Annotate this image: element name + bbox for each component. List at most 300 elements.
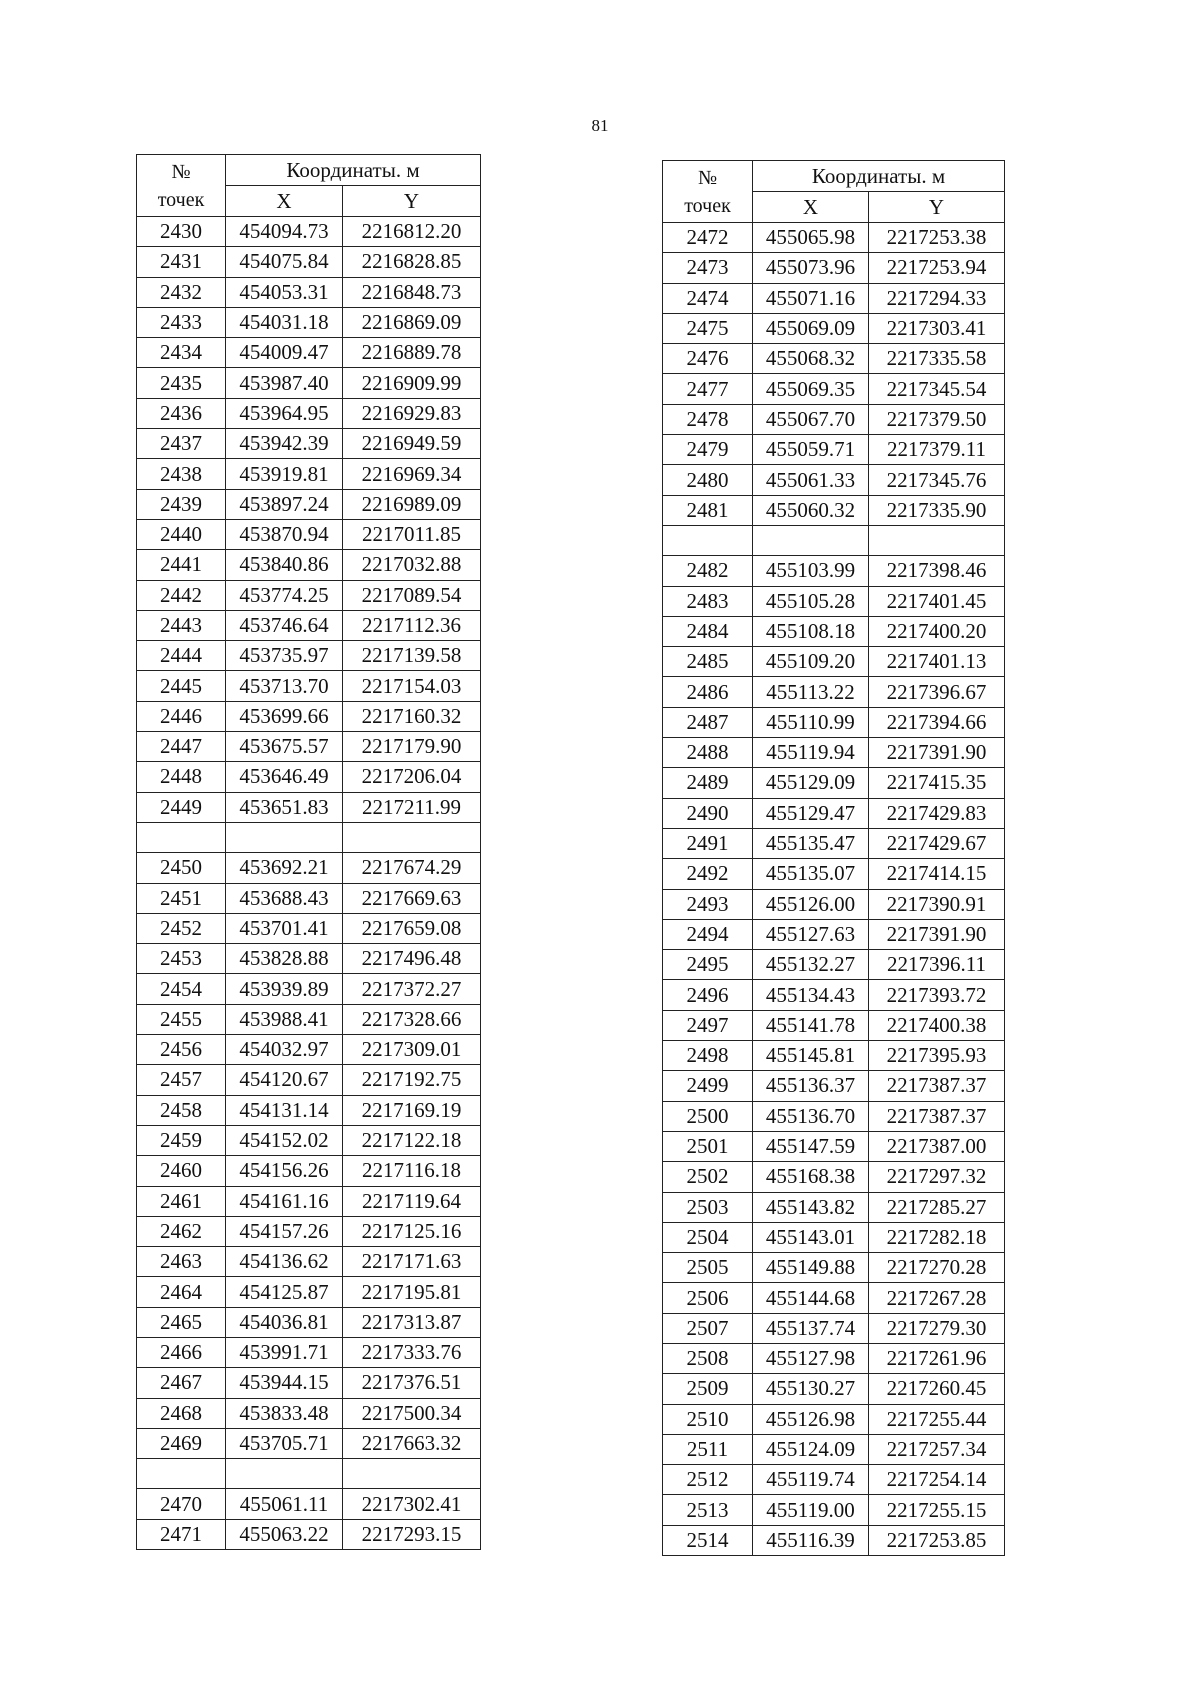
x-coordinate-cell: 454120.67 (226, 1065, 343, 1095)
y-coordinate-cell: 2217255.15 (869, 1495, 1005, 1525)
x-coordinate-cell: 455110.99 (753, 707, 869, 737)
point-number-cell: 2496 (663, 980, 753, 1010)
point-number-cell: 2479 (663, 435, 753, 465)
y-coordinate-cell: 2217396.67 (869, 677, 1005, 707)
table-row (663, 1404, 1005, 1434)
table-row (137, 1337, 481, 1367)
y-coordinate-cell: 2217309.01 (343, 1035, 481, 1065)
x-coordinate-cell: 455134.43 (753, 980, 869, 1010)
table-row (663, 677, 1005, 707)
point-number-cell: 2451 (137, 883, 226, 913)
y-coordinate-cell: 2217169.19 (343, 1095, 481, 1125)
y-coordinate-cell: 2217429.67 (869, 828, 1005, 858)
point-number-cell: 2504 (663, 1222, 753, 1252)
y-coordinate-cell: 2216812.20 (343, 217, 481, 247)
point-number-cell: 2441 (137, 550, 226, 580)
point-number-cell: 2494 (663, 919, 753, 949)
y-coordinate-cell (869, 525, 1005, 555)
y-column-header: Y (343, 186, 481, 217)
y-coordinate-cell: 2216889.78 (343, 338, 481, 368)
y-coordinate-cell: 2217669.63 (343, 883, 481, 913)
table-row (663, 859, 1005, 889)
table-row (663, 1313, 1005, 1343)
x-coordinate-cell: 453675.57 (226, 732, 343, 762)
table-row (663, 919, 1005, 949)
table-row (663, 1192, 1005, 1222)
coordinates-table-right (662, 160, 1005, 1556)
x-coordinate-cell: 453991.71 (226, 1337, 343, 1367)
x-coordinate-cell: 455119.74 (753, 1465, 869, 1495)
y-coordinate-cell: 2217261.96 (869, 1343, 1005, 1373)
point-number-cell: 2482 (663, 556, 753, 586)
x-coordinate-cell: 455132.27 (753, 950, 869, 980)
y-coordinate-cell: 2217395.93 (869, 1041, 1005, 1071)
point-number-cell: 2446 (137, 701, 226, 731)
x-coordinate-cell: 454161.16 (226, 1186, 343, 1216)
y-coordinate-cell: 2217391.90 (869, 919, 1005, 949)
table-row (137, 519, 481, 549)
x-coordinate-cell: 455126.00 (753, 889, 869, 919)
x-coordinate-cell: 455144.68 (753, 1283, 869, 1313)
x-coordinate-cell: 455147.59 (753, 1131, 869, 1161)
table-row (137, 368, 481, 398)
table-row (137, 489, 481, 519)
y-coordinate-cell: 2216969.34 (343, 459, 481, 489)
point-number-cell: 2506 (663, 1283, 753, 1313)
x-coordinate-cell: 453939.89 (226, 974, 343, 1004)
y-coordinate-cell: 2216989.09 (343, 489, 481, 519)
x-coordinate-cell: 454075.84 (226, 247, 343, 277)
table-row (663, 707, 1005, 737)
table-row (663, 465, 1005, 495)
point-number-cell (137, 822, 226, 852)
x-coordinate-cell: 455119.00 (753, 1495, 869, 1525)
point-number-cell: 2459 (137, 1125, 226, 1155)
point-number-cell: 2493 (663, 889, 753, 919)
table-row (663, 1162, 1005, 1192)
table-row (663, 1222, 1005, 1252)
y-coordinate-cell: 2217297.32 (869, 1162, 1005, 1192)
table-row (137, 338, 481, 368)
y-coordinate-cell: 2217500.34 (343, 1398, 481, 1428)
table-row (137, 429, 481, 459)
point-number-cell: 2497 (663, 1010, 753, 1040)
y-coordinate-cell: 2217400.38 (869, 1010, 1005, 1040)
table-row (663, 798, 1005, 828)
x-coordinate-cell: 455116.39 (753, 1525, 869, 1555)
point-number-cell: 2452 (137, 913, 226, 943)
point-number-cell: 2480 (663, 465, 753, 495)
table-row (137, 307, 481, 337)
x-coordinate-cell: 455069.35 (753, 374, 869, 404)
table-row (663, 1071, 1005, 1101)
x-coordinate-cell: 455071.16 (753, 283, 869, 313)
y-coordinate-cell: 2217401.45 (869, 586, 1005, 616)
y-coordinate-cell: 2217171.63 (343, 1247, 481, 1277)
table-row (663, 889, 1005, 919)
x-column-header: X (226, 186, 343, 217)
point-number-cell: 2501 (663, 1131, 753, 1161)
point-number-cell: 2468 (137, 1398, 226, 1428)
x-coordinate-cell: 454094.73 (226, 217, 343, 247)
x-coordinate-cell: 455136.37 (753, 1071, 869, 1101)
table-row (137, 944, 481, 974)
point-number-cell: 2500 (663, 1101, 753, 1131)
x-coordinate-cell: 455119.94 (753, 738, 869, 768)
point-number-cell: 2470 (137, 1489, 226, 1519)
point-number-cell (137, 1459, 226, 1489)
coordinates-table-left (136, 154, 481, 1550)
point-number-cell: 2442 (137, 580, 226, 610)
y-coordinate-cell: 2217112.36 (343, 610, 481, 640)
table-row (137, 671, 481, 701)
table-row (137, 1489, 481, 1519)
y-coordinate-cell: 2217253.38 (869, 223, 1005, 253)
y-coordinate-cell: 2217089.54 (343, 580, 481, 610)
table-row (663, 980, 1005, 1010)
y-coordinate-cell: 2217270.28 (869, 1253, 1005, 1283)
table-row (663, 1465, 1005, 1495)
y-coordinate-cell: 2216848.73 (343, 277, 481, 307)
point-number-cell: 2510 (663, 1404, 753, 1434)
point-number-cell: 2495 (663, 950, 753, 980)
point-number-cell: 2436 (137, 398, 226, 428)
table-row (663, 1131, 1005, 1161)
x-coordinate-cell: 453964.95 (226, 398, 343, 428)
table-row (137, 1186, 481, 1216)
x-coordinate-cell: 453897.24 (226, 489, 343, 519)
y-coordinate-cell: 2217345.54 (869, 374, 1005, 404)
point-number-cell: 2507 (663, 1313, 753, 1343)
table-row (663, 525, 1005, 555)
table-row (137, 792, 481, 822)
x-coordinate-cell (226, 1459, 343, 1489)
point-number-cell: 2443 (137, 610, 226, 640)
table-row (663, 1343, 1005, 1373)
point-number-cell (663, 525, 753, 555)
x-coordinate-cell: 453713.70 (226, 671, 343, 701)
table-row (137, 1247, 481, 1277)
x-coordinate-cell: 453701.41 (226, 913, 343, 943)
point-number-cell: 2445 (137, 671, 226, 701)
table-row (663, 556, 1005, 586)
x-coordinate-cell: 453944.15 (226, 1368, 343, 1398)
x-coordinate-cell: 455065.98 (753, 223, 869, 253)
table-row (137, 1398, 481, 1428)
point-number-cell: 2474 (663, 283, 753, 313)
x-coordinate-cell: 453840.86 (226, 550, 343, 580)
coordinates-header: Координаты. м (753, 161, 1005, 192)
point-number-cell: 2485 (663, 647, 753, 677)
x-coordinate-cell: 455059.71 (753, 435, 869, 465)
point-number-cell: 2478 (663, 404, 753, 434)
table-row (137, 1125, 481, 1155)
table-row (663, 1041, 1005, 1071)
y-coordinate-cell: 2217303.41 (869, 313, 1005, 343)
y-coordinate-cell: 2217119.64 (343, 1186, 481, 1216)
y-coordinate-cell: 2217414.15 (869, 859, 1005, 889)
y-coordinate-cell: 2217139.58 (343, 641, 481, 671)
x-coordinate-cell: 455141.78 (753, 1010, 869, 1040)
y-coordinate-cell: 2217333.76 (343, 1337, 481, 1367)
point-number-cell: 2481 (663, 495, 753, 525)
table-row (137, 1519, 481, 1549)
table-row (663, 1374, 1005, 1404)
x-coordinate-cell: 455105.28 (753, 586, 869, 616)
table-row (137, 1216, 481, 1246)
table-row (663, 374, 1005, 404)
y-coordinate-cell: 2217663.32 (343, 1428, 481, 1458)
x-coordinate-cell: 454125.87 (226, 1277, 343, 1307)
x-coordinate-cell: 454136.62 (226, 1247, 343, 1277)
table-row (137, 853, 481, 883)
y-coordinate-cell: 2217253.85 (869, 1525, 1005, 1555)
point-number-cell: 2491 (663, 828, 753, 858)
y-coordinate-cell: 2217293.15 (343, 1519, 481, 1549)
point-number-cell: 2487 (663, 707, 753, 737)
table-row (663, 283, 1005, 313)
x-coordinate-cell: 454053.31 (226, 277, 343, 307)
y-coordinate-cell: 2217255.44 (869, 1404, 1005, 1434)
x-coordinate-cell: 454156.26 (226, 1156, 343, 1186)
point-number-cell: 2458 (137, 1095, 226, 1125)
x-coordinate-cell: 453746.64 (226, 610, 343, 640)
point-number-cell: 2461 (137, 1186, 226, 1216)
y-coordinate-cell: 2217154.03 (343, 671, 481, 701)
x-coordinate-cell: 453919.81 (226, 459, 343, 489)
y-coordinate-cell: 2217260.45 (869, 1374, 1005, 1404)
table-row (663, 404, 1005, 434)
y-coordinate-cell: 2217659.08 (343, 913, 481, 943)
x-coordinate-cell: 453774.25 (226, 580, 343, 610)
point-number-cell: 2488 (663, 738, 753, 768)
table-row (663, 950, 1005, 980)
y-coordinate-cell: 2217345.76 (869, 465, 1005, 495)
y-coordinate-cell: 2217387.00 (869, 1131, 1005, 1161)
table-row (137, 398, 481, 428)
point-number-cell: 2437 (137, 429, 226, 459)
x-coordinate-cell: 455113.22 (753, 677, 869, 707)
point-number-cell: 2477 (663, 374, 753, 404)
point-number-cell: 2502 (663, 1162, 753, 1192)
table-row (137, 701, 481, 731)
y-coordinate-cell: 2216949.59 (343, 429, 481, 459)
table-row (137, 1065, 481, 1095)
table-row (663, 647, 1005, 677)
y-coordinate-cell: 2217179.90 (343, 732, 481, 762)
x-coordinate-cell: 455063.22 (226, 1519, 343, 1549)
x-coordinate-cell: 455145.81 (753, 1041, 869, 1071)
x-coordinate-cell: 453705.71 (226, 1428, 343, 1458)
y-coordinate-cell: 2217376.51 (343, 1368, 481, 1398)
y-coordinate-cell: 2217267.28 (869, 1283, 1005, 1313)
x-coordinate-cell: 455103.99 (753, 556, 869, 586)
y-coordinate-cell: 2217393.72 (869, 980, 1005, 1010)
point-number-cell: 2483 (663, 586, 753, 616)
point-number-cell: 2508 (663, 1343, 753, 1373)
point-number-cell: 2465 (137, 1307, 226, 1337)
y-coordinate-cell: 2217116.18 (343, 1156, 481, 1186)
x-coordinate-cell: 455143.01 (753, 1222, 869, 1252)
x-coordinate-cell (753, 525, 869, 555)
table-row (663, 435, 1005, 465)
table-row (137, 247, 481, 277)
table-row (137, 1004, 481, 1034)
y-coordinate-cell: 2217401.13 (869, 647, 1005, 677)
x-coordinate-cell: 455135.07 (753, 859, 869, 889)
point-number-cell: 2449 (137, 792, 226, 822)
point-number-cell: 2498 (663, 1041, 753, 1071)
table-row (663, 616, 1005, 646)
point-number-cell: 2499 (663, 1071, 753, 1101)
y-coordinate-cell: 2216909.99 (343, 368, 481, 398)
x-coordinate-cell: 453942.39 (226, 429, 343, 459)
y-coordinate-cell: 2217674.29 (343, 853, 481, 883)
x-coordinate-cell: 455068.32 (753, 344, 869, 374)
point-number-cell: 2509 (663, 1374, 753, 1404)
point-number-cell: 2431 (137, 247, 226, 277)
x-coordinate-cell: 455143.82 (753, 1192, 869, 1222)
table-row (137, 1459, 481, 1489)
point-number-cell: 2513 (663, 1495, 753, 1525)
point-number-cell: 2456 (137, 1035, 226, 1065)
x-coordinate-cell: 455067.70 (753, 404, 869, 434)
point-number-cell: 2463 (137, 1247, 226, 1277)
table-row (663, 313, 1005, 343)
y-coordinate-cell: 2217387.37 (869, 1071, 1005, 1101)
x-coordinate-cell: 453651.83 (226, 792, 343, 822)
x-coordinate-cell: 455069.09 (753, 313, 869, 343)
point-number-cell: 2472 (663, 223, 753, 253)
x-coordinate-cell: 455136.70 (753, 1101, 869, 1131)
x-coordinate-cell: 455126.98 (753, 1404, 869, 1434)
x-coordinate-cell: 454152.02 (226, 1125, 343, 1155)
x-coordinate-cell: 453735.97 (226, 641, 343, 671)
y-column-header: Y (869, 192, 1005, 223)
point-number-cell: 2512 (663, 1465, 753, 1495)
table-row (663, 1010, 1005, 1040)
y-coordinate-cell: 2217254.14 (869, 1465, 1005, 1495)
x-coordinate-cell: 453646.49 (226, 762, 343, 792)
y-coordinate-cell: 2217122.18 (343, 1125, 481, 1155)
x-coordinate-cell: 453988.41 (226, 1004, 343, 1034)
point-number-cell: 2514 (663, 1525, 753, 1555)
x-coordinate-cell: 455129.09 (753, 768, 869, 798)
y-coordinate-cell: 2216929.83 (343, 398, 481, 428)
y-coordinate-cell: 2217195.81 (343, 1277, 481, 1307)
table-row (137, 1277, 481, 1307)
x-coordinate-cell: 454131.14 (226, 1095, 343, 1125)
point-number-cell: 2432 (137, 277, 226, 307)
point-number-cell: 2471 (137, 1519, 226, 1549)
table-row (663, 828, 1005, 858)
table-row (663, 1434, 1005, 1464)
x-coordinate-cell: 454009.47 (226, 338, 343, 368)
y-coordinate-cell: 2217379.50 (869, 404, 1005, 434)
table-row (137, 822, 481, 852)
y-coordinate-cell: 2217372.27 (343, 974, 481, 1004)
y-coordinate-cell: 2217496.48 (343, 944, 481, 974)
point-number-cell: 2489 (663, 768, 753, 798)
table-row (137, 1156, 481, 1186)
x-coordinate-cell: 455073.96 (753, 253, 869, 283)
table-row (663, 495, 1005, 525)
y-coordinate-cell: 2217192.75 (343, 1065, 481, 1095)
x-coordinate-cell: 453828.88 (226, 944, 343, 974)
point-number-cell: 2434 (137, 338, 226, 368)
x-coordinate-cell: 454036.81 (226, 1307, 343, 1337)
y-coordinate-cell: 2216828.85 (343, 247, 481, 277)
x-coordinate-cell: 455061.11 (226, 1489, 343, 1519)
point-number-cell: 2476 (663, 344, 753, 374)
point-number-cell: 2438 (137, 459, 226, 489)
y-coordinate-cell: 2216869.09 (343, 307, 481, 337)
table-row (137, 580, 481, 610)
table-row (663, 1525, 1005, 1555)
x-coordinate-cell: 455135.47 (753, 828, 869, 858)
x-coordinate-cell: 453688.43 (226, 883, 343, 913)
point-number-cell: 2457 (137, 1065, 226, 1095)
x-coordinate-cell: 453833.48 (226, 1398, 343, 1428)
point-number-cell: 2505 (663, 1253, 753, 1283)
y-coordinate-cell: 2217390.91 (869, 889, 1005, 919)
x-coordinate-cell: 454032.97 (226, 1035, 343, 1065)
y-coordinate-cell: 2217032.88 (343, 550, 481, 580)
table-row (663, 1253, 1005, 1283)
table-row (137, 610, 481, 640)
point-number-header: № точек (663, 161, 753, 223)
y-coordinate-cell: 2217335.90 (869, 495, 1005, 525)
y-coordinate-cell: 2217394.66 (869, 707, 1005, 737)
table-row (663, 223, 1005, 253)
x-coordinate-cell: 455060.32 (753, 495, 869, 525)
y-coordinate-cell: 2217400.20 (869, 616, 1005, 646)
table-row (137, 762, 481, 792)
table-row (137, 913, 481, 943)
point-number-cell: 2486 (663, 677, 753, 707)
x-coordinate-cell: 455127.63 (753, 919, 869, 949)
table-row (137, 1095, 481, 1125)
table-row (663, 1101, 1005, 1131)
point-number-cell: 2475 (663, 313, 753, 343)
table-row (663, 253, 1005, 283)
table-row (663, 1283, 1005, 1313)
x-column-header: X (753, 192, 869, 223)
point-number-cell: 2440 (137, 519, 226, 549)
x-coordinate-cell: 453692.21 (226, 853, 343, 883)
table-row (663, 768, 1005, 798)
table-row (137, 1035, 481, 1065)
table-row (137, 974, 481, 1004)
table-row (137, 732, 481, 762)
table-row (137, 883, 481, 913)
x-coordinate-cell: 454157.26 (226, 1216, 343, 1246)
point-number-cell: 2473 (663, 253, 753, 283)
x-coordinate-cell: 455137.74 (753, 1313, 869, 1343)
table-row (663, 738, 1005, 768)
point-number-cell: 2435 (137, 368, 226, 398)
point-number-cell: 2466 (137, 1337, 226, 1367)
point-number-cell: 2462 (137, 1216, 226, 1246)
y-coordinate-cell: 2217313.87 (343, 1307, 481, 1337)
table-row (137, 1307, 481, 1337)
y-coordinate-cell: 2217257.34 (869, 1434, 1005, 1464)
point-number-cell: 2447 (137, 732, 226, 762)
point-number-cell: 2455 (137, 1004, 226, 1034)
point-number-cell: 2448 (137, 762, 226, 792)
x-coordinate-cell: 453870.94 (226, 519, 343, 549)
table-row (137, 1428, 481, 1458)
